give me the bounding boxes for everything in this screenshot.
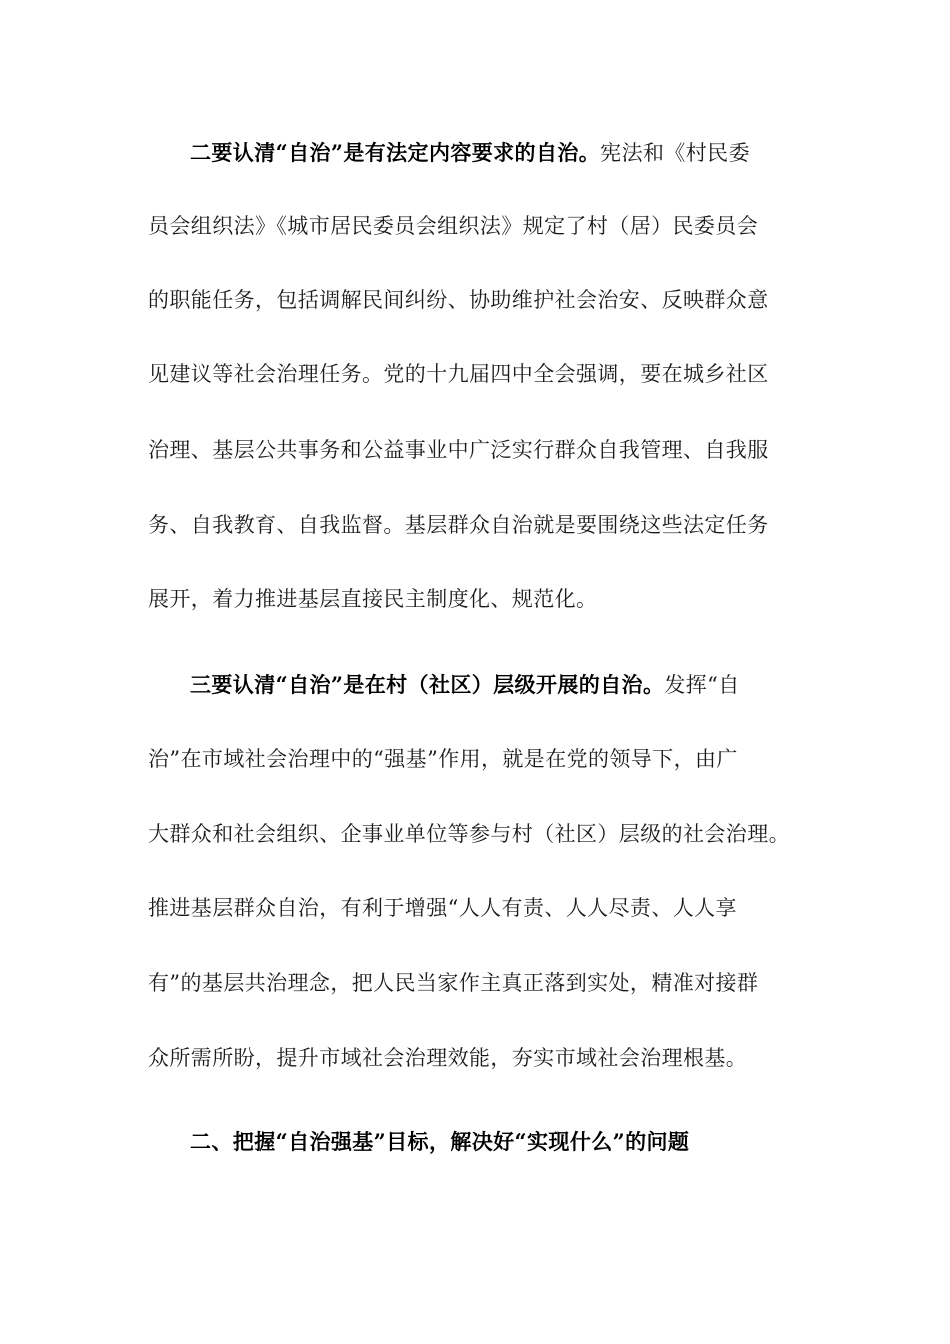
paragraph-text: 宪法和《村民委: [600, 141, 750, 165]
paragraph-line: 推进基层群众自治，有利于增强“人人有责、人人尽责、人人享: [148, 896, 737, 920]
paragraph-line: 有”的基层共治理念，把人民当家作主真正落到实处，精准对接群: [148, 971, 759, 995]
paragraph-line: 员会组织法》《城市居民委员会组织法》规定了村（居）民委员会: [148, 214, 759, 238]
paragraph-line: 治理、基层公共事务和公益事业中广泛实行群众自我管理、自我服: [148, 438, 769, 462]
paragraph-line: 大群众和社会组织、企事业单位等参与村（社区）层级的社会治理。: [148, 822, 790, 846]
paragraph-lead-heading: 三要认清“自治”是在村（社区）层级开展的自治。: [190, 672, 665, 697]
paragraph-line: [190, 671, 740, 699]
paragraph-lead-heading: 二要认清“自治”是有法定内容要求的自治。: [190, 140, 601, 165]
section-heading: 二、把握“自治强基”目标，解决好“实现什么”的问题: [190, 1129, 690, 1154]
paragraph-line: 众所需所盼，提升市域社会治理效能，夯实市域社会治理根基。: [148, 1046, 748, 1070]
paragraph-line: 见建议等社会治理任务。党的十九届四中全会强调，要在城乡社区: [148, 362, 769, 386]
paragraph-line: [190, 139, 750, 167]
paragraph-line: 展开，着力推进基层直接民主制度化、规范化。: [148, 587, 598, 611]
paragraph-line: 的职能任务，包括调解民间纠纷、协助维护社会治安、反映群众意: [148, 288, 769, 312]
paragraph-line: 治”在市域社会治理中的“强基”作用，就是在党的领导下，由广: [148, 747, 738, 771]
paragraph-text: 发挥“自: [664, 673, 740, 697]
paragraph-line: 务、自我教育、自我监督。基层群众自治就是要围绕这些法定任务: [148, 513, 769, 537]
